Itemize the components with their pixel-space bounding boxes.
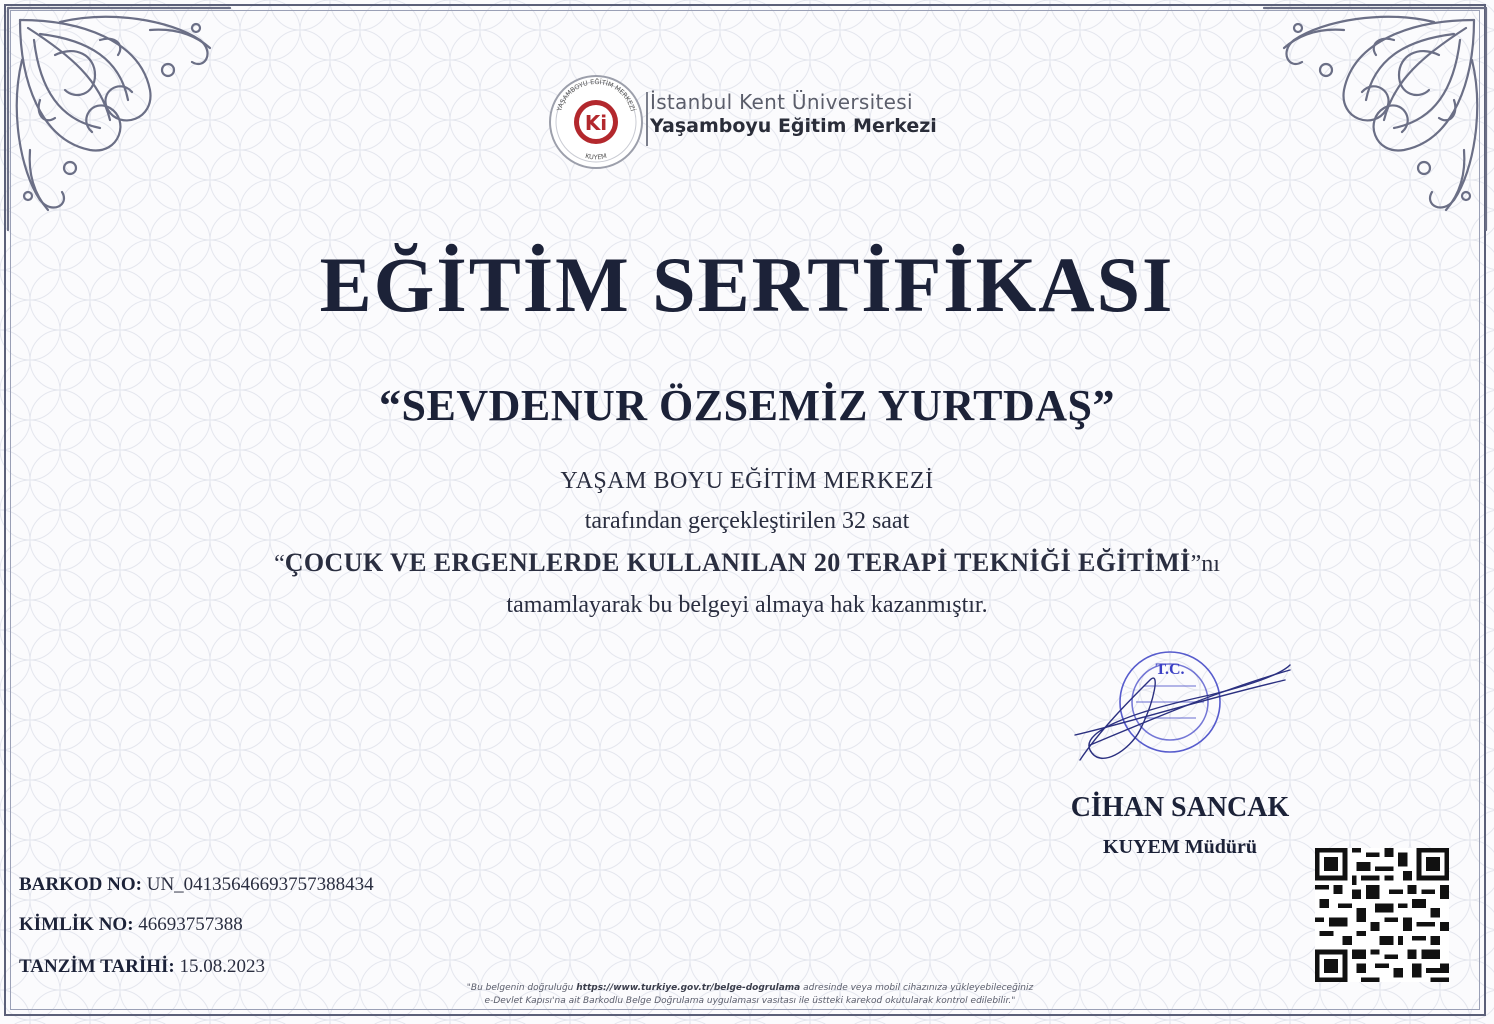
seal-bottom-text: KUYEM xyxy=(584,151,608,162)
corner-ornament-right xyxy=(1254,0,1494,240)
footnote-part2: adresinde veya mobil cihazınıza yükleyebileceğiniz xyxy=(800,983,1034,993)
certificate-title: EĞİTİM SERTİFİKASI xyxy=(319,241,1175,328)
course-name: ÇOCUK VE ERGENLERDE KULLANILAN 20 TERAPİ TEKNİĞİ EĞİTİMİ xyxy=(284,548,1191,577)
qr-code[interactable] xyxy=(1312,848,1452,982)
course-suffix: ”nı xyxy=(1190,551,1220,577)
verification-link[interactable]: https://www.turkiye.gov.tr/belge-dogrulama xyxy=(576,983,801,993)
organizer-line: YAŞAM BOYU EĞİTİM MERKEZİ xyxy=(560,468,934,494)
footnote-part1: "Bu belgenin doğruluğu xyxy=(466,983,577,993)
signer-title: KUYEM Müdürü xyxy=(1103,836,1257,858)
verification-footnote xyxy=(300,982,1200,1008)
course-line xyxy=(0,548,1494,578)
seal-icon xyxy=(546,62,646,180)
completion-line: tamamlayarak bu belgeyi almaya hak kazanmıştır. xyxy=(506,592,988,618)
signer-name: CİHAN SANCAK xyxy=(1070,792,1290,823)
recipient-name: “SEVDENUR ÖZSEMİZ YURTDAŞ” xyxy=(379,381,1115,430)
university-name: İstanbul Kent Üniversitesi xyxy=(650,90,913,114)
logo-monogram: Ki xyxy=(584,111,608,135)
signature-stamp xyxy=(1060,640,1300,780)
course-open-quote: “ xyxy=(274,551,285,577)
id-label: KİMLİK NO: xyxy=(19,914,134,935)
corner-ornament-left xyxy=(0,0,240,240)
institution-logo xyxy=(546,62,956,180)
footnote-line2: e-Devlet Kapısı'na ait Barkodlu Belge Doğrulama uygulaması vasıtası ile üstteki karekod okutularak kontrol edilebilir." xyxy=(484,996,1016,1006)
stamp-text: T.C. xyxy=(1155,661,1185,678)
barcode-row xyxy=(19,874,374,896)
barcode-value: UN_04135646693757388434 xyxy=(146,874,374,895)
id-row xyxy=(19,914,243,936)
center-name: Yaşamboyu Eğitim Merkezi xyxy=(650,115,937,137)
date-label: TANZİM TARİHİ: xyxy=(19,956,175,977)
barcode-label: BARKOD NO: xyxy=(19,874,142,895)
logo-divider xyxy=(646,92,648,146)
date-value: 15.08.2023 xyxy=(179,956,265,977)
id-value: 46693757388 xyxy=(138,914,243,935)
seal-top-text: YAŞAMBOYU EĞİTİM MERKEZİ xyxy=(555,77,637,113)
duration-line: tarafından gerçekleştirilen 32 saat xyxy=(584,508,910,534)
date-row xyxy=(19,956,265,978)
